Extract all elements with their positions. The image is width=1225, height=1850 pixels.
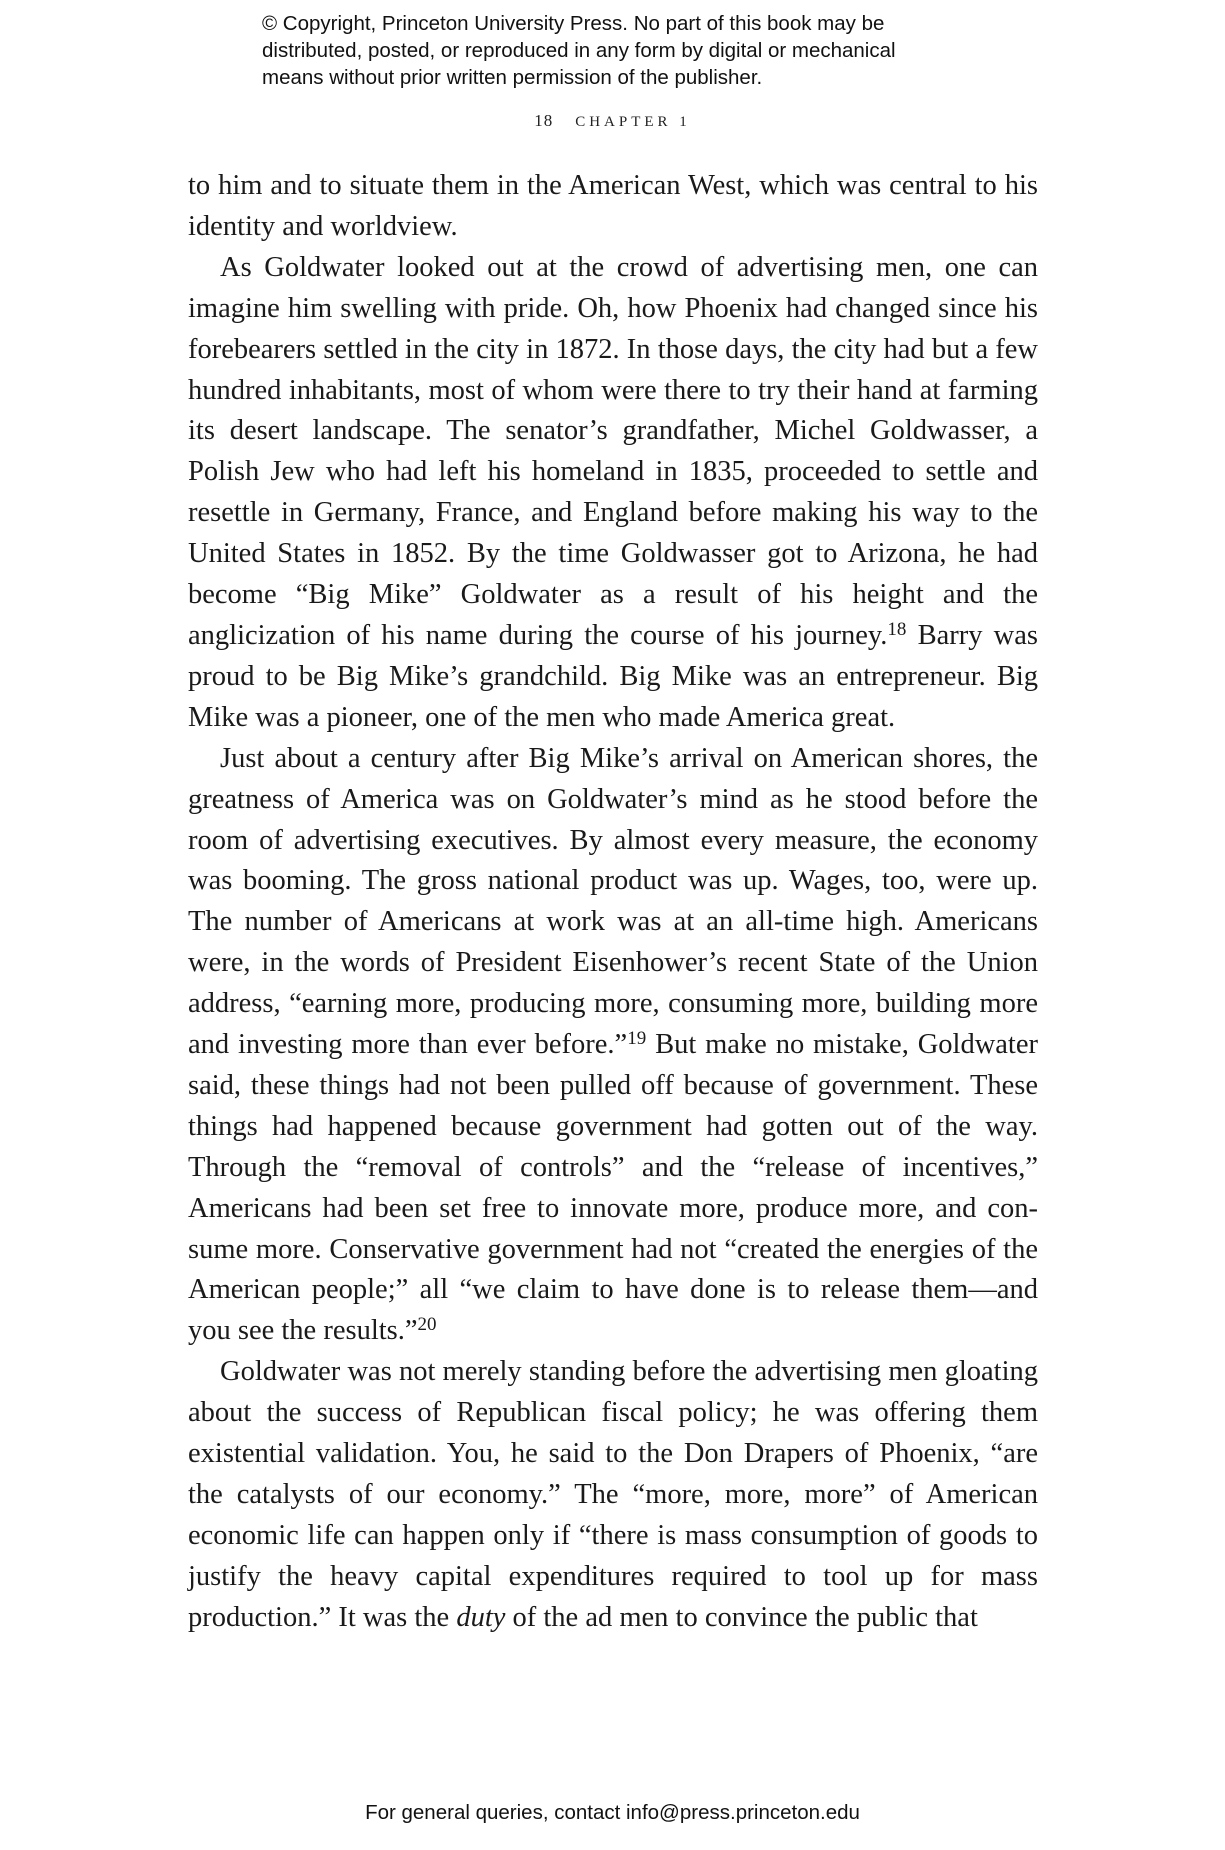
copyright-line: distributed, posted, or reproduced in any form by digital or mechanical: [262, 39, 896, 62]
paragraph-text: Just about a century after Big Mike’s arrival on American shores, the greatness of America was on Goldwater’s mind as he stood before the room of advertising executives. By almost every measure, the economy was booming. The gross national product was up. Wages, too, were up. The number of Americans at work was at an all-time high. Americans were, in the words of President Eisenhower’s recent State of the Union address, “earning more, producing more, consuming more, building more and investing more than ever before.”: [188, 742, 1038, 1061]
paragraph: [188, 166, 1038, 248]
body-text: [188, 166, 1038, 1639]
running-head: [0, 111, 1225, 131]
footnote-marker[interactable]: 20: [417, 1314, 437, 1336]
paragraph: [188, 1352, 1038, 1638]
paragraph: [188, 739, 1038, 1353]
page-number: 18: [534, 111, 554, 130]
paragraph-text: As Goldwater looked out at the crowd of advertising men, one can imagine him swelling with pride. Oh, how Phoenix had changed since his forebearers settled in the city in 1872. In those days, the city had but a few hundred inhabitants, most of whom were there to try their hand at farming its desert landscape. The senator’s grandfather, Michel Goldwasser, a Polish Jew who had left his homeland in 1835, proceeded to settle and resettle in Germany, France, and England before making his way to the United States in 1852. By the time Goldwasser got to Arizona, he had become “Big Mike” Goldwater as a result of his height and the anglicization of his name during the course of his journey.: [188, 251, 1038, 651]
footnote-marker[interactable]: 18: [887, 618, 907, 640]
copyright-notice: [262, 10, 1022, 91]
paragraph-text: But make no mistake, Goldwater said, these things had not been pulled off because of government. These things had happened because government had gotten out of the way. Through the “removal of controls” and the “release of incentives,” Americans had been set free to innovate more, produce more, and consume more. Conservative government had not “created the energies of the American people;” all “we claim to have done is to release them—and you see the results.”: [188, 1029, 1038, 1347]
chapter-title: CHAPTER 1: [575, 114, 691, 130]
paragraph: [188, 248, 1038, 739]
paragraph-text: Barry was proud to be Big Mike’s grandchild. Big Mike was an entrepreneur. Big Mike was a pioneer, one of the men who made America great.: [188, 619, 1038, 733]
footer-contact: For general queries, contact info@press.princeton.edu: [365, 1801, 860, 1824]
paragraph-text: to him and to situate them in the American West, which was central to his identity and worldview.: [188, 170, 1038, 242]
copyright-line: means without prior written permission of the publisher.: [262, 66, 763, 89]
paragraph-text: Goldwater was not merely standing before the advertising men gloating about the success of Republican fiscal policy; he was offering them existential validation. You, he said to the Don Drapers of Phoenix, “are the catalysts of our economy.” The “more, more, more” of American economic life can happen only if “there is mass consumption of goods to justify the heavy capital expenditures required to tool up for mass production.” It was the: [188, 1356, 1038, 1633]
copyright-line: © Copyright, Princeton University Press. No part of this book may be: [262, 12, 885, 35]
emphasis: duty: [456, 1601, 506, 1633]
paragraph-text: of the ad men to convince the public that: [505, 1601, 978, 1633]
footnote-marker[interactable]: 19: [627, 1028, 647, 1050]
